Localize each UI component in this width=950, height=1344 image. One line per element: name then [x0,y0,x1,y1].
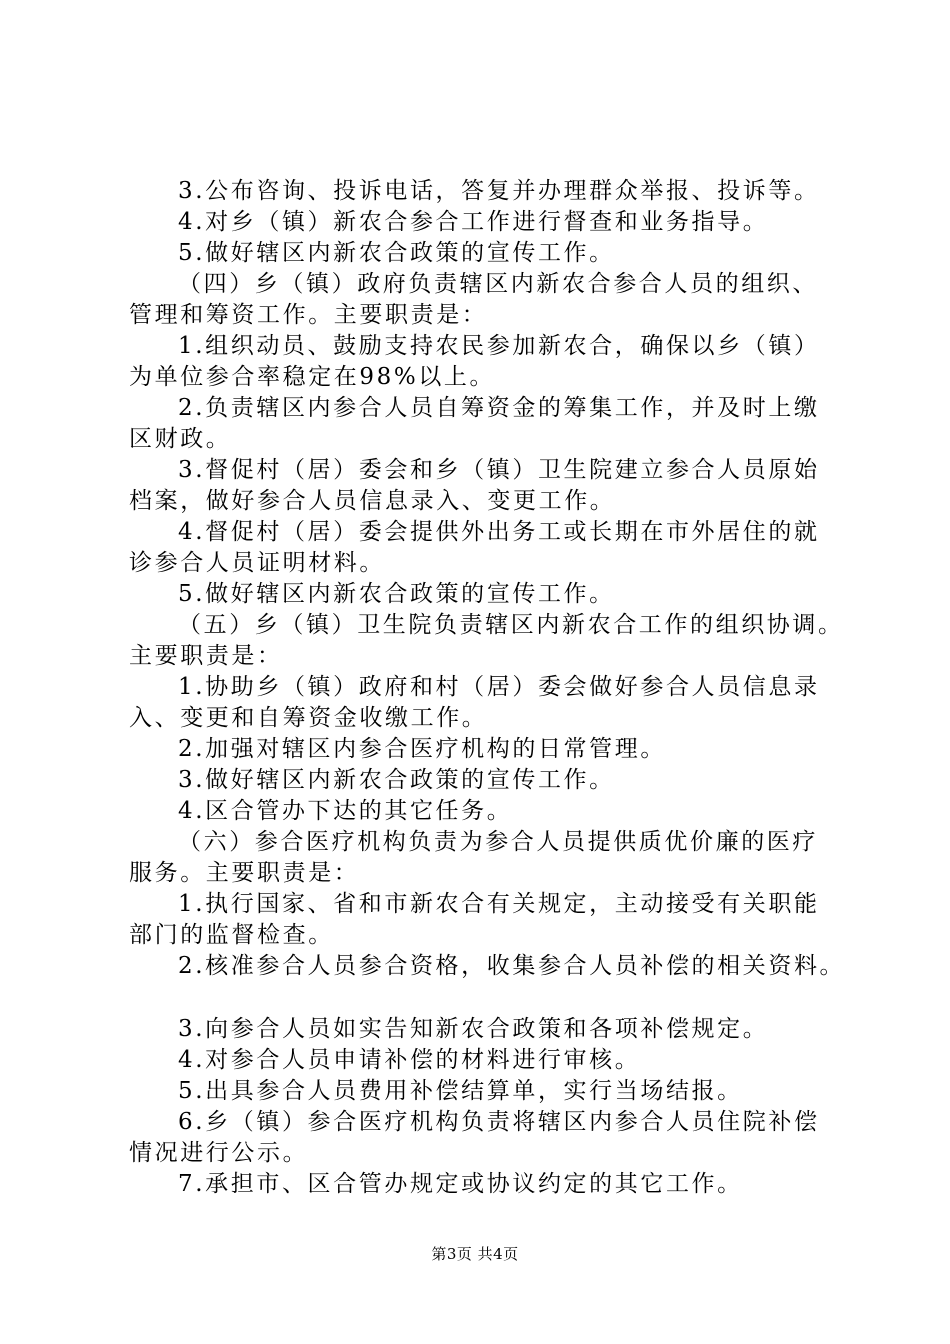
text-line: 5.出具参合人员费用补偿结算单，实行当场结报。 [178,1078,743,1104]
text-line: 4.督促村（居）委会提供外出务工或长期在市外居住的就 [178,519,820,545]
text-line: 1.组织动员、鼓励支持农民参加新农合，确保以乡（镇） [178,333,820,359]
text-line: 7.承担市、区合管办规定或协议约定的其它工作。 [178,1171,743,1197]
text-line: 3.做好辖区内新农合政策的宣传工作。 [178,767,615,793]
text-line: 服务。主要职责是： [129,860,360,886]
text-line: 6.乡（镇）参合医疗机构负责将辖区内参合人员住院补偿 [178,1109,820,1135]
text-line: 5.做好辖区内新农合政策的宣传工作。 [178,581,615,607]
text-line: 1.协助乡（镇）政府和村（居）委会做好参合人员信息录 [178,674,820,700]
text-line: 入、变更和自筹资金收缴工作。 [129,705,488,731]
text-line: 情况进行公示。 [129,1140,309,1166]
text-line: 4.对参合人员申请补偿的材料进行审核。 [178,1047,641,1073]
page-footer: 第3页 共4页 [431,1245,519,1263]
text-line: 部门的监督检查。 [129,922,334,948]
text-line: 2.负责辖区内参合人员自筹资金的筹集工作，并及时上缴 [178,395,820,421]
text-line: 4.对乡（镇）新农合参合工作进行督查和业务指导。 [178,209,769,235]
text-line: 1.执行国家、省和市新农合有关规定，主动接受有关职能 [178,891,820,917]
text-line: 5.做好辖区内新农合政策的宣传工作。 [178,240,615,266]
section-heading: （六）参合医疗机构负责为参合人员提供质优价廉的医疗 [178,829,818,855]
section-heading: （五）乡（镇）卫生院负责辖区内新农合工作的组织协调。 [178,612,844,638]
section-heading: （四）乡（镇）政府负责辖区内新农合参合人员的组织、 [178,271,818,297]
text-line: 管理和筹资工作。主要职责是： [129,302,488,328]
text-line: 3.向参合人员如实告知新农合政策和各项补偿规定。 [178,1016,769,1042]
text-line: 3.公布咨询、投诉电话，答复并办理群众举报、投诉等。 [178,178,820,204]
text-line: 档案，做好参合人员信息录入、变更工作。 [129,488,616,514]
text-line: 为单位参合率稳定在98%以上。 [129,364,496,390]
text-line: 2.核准参合人员参合资格，收集参合人员补偿的相关资料。 [178,953,846,979]
text-line: 区财政。 [129,426,232,452]
text-line: 2.加强对辖区内参合医疗机构的日常管理。 [178,736,666,762]
text-line: 4.区合管办下达的其它任务。 [178,798,513,824]
text-line: 3.督促村（居）委会和乡（镇）卫生院建立参合人员原始 [178,457,820,483]
text-line: 诊参合人员证明材料。 [129,550,385,576]
text-line: 主要职责是： [129,643,283,669]
